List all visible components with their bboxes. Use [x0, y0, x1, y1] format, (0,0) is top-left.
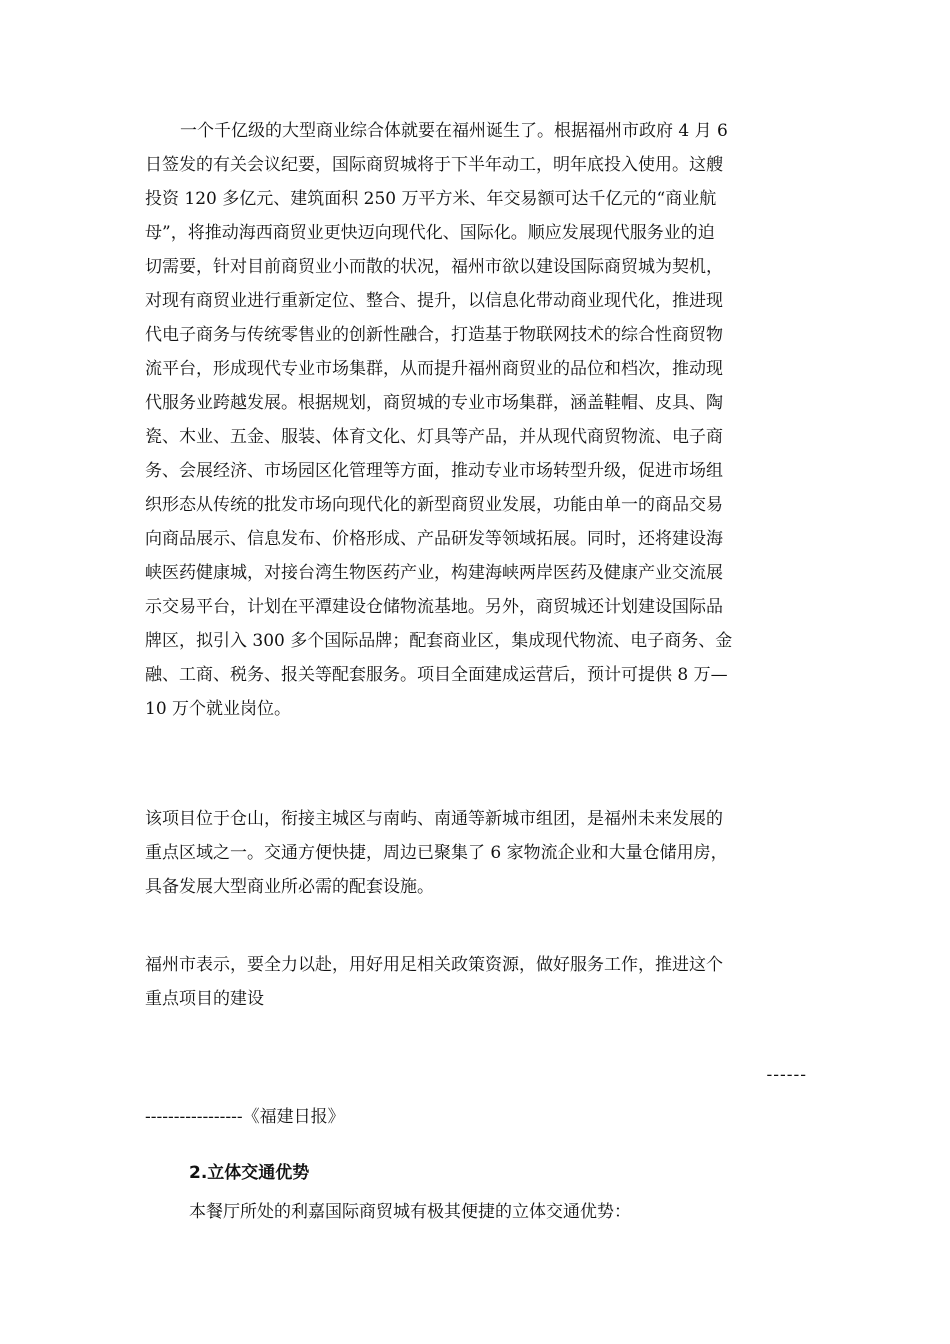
paragraph-line: 一个千亿级的大型商业综合体就要在福州诞生了。根据福州市政府 4 月 6: [180, 121, 728, 141]
paragraph-commercial-complex: [145, 114, 810, 726]
section-heading: 2.立体交通优势: [189, 1163, 310, 1183]
source-dash-line: ------: [766, 1065, 807, 1085]
paragraph-line: 牌区，拟引入 300 多个国际品牌；配套商业区，集成现代物流、电子商务、金: [145, 631, 733, 651]
paragraph-line: 示交易平台，计划在平潭建设仓储物流基地。另外，商贸城还计划建设国际品: [145, 597, 723, 617]
paragraph-line: 母”，将推动海西商贸业更快迈向现代化、国际化。顺应发展现代服务业的迫: [145, 223, 715, 243]
paragraph-line: 向商品展示、信息发布、价格形成、产品研发等领域拓展。同时，还将建设海: [145, 529, 723, 549]
source-attribution: -----------------《福建日报》: [145, 1107, 345, 1127]
paragraph-line: 峡医药健康城，对接台湾生物医药产业，构建海峡两岸医药及健康产业交流展: [145, 563, 723, 583]
paragraph-line: 织形态从传统的批发市场向现代化的新型商贸业发展，功能由单一的商品交易: [145, 495, 723, 515]
paragraph-line: 代电子商务与传统零售业的创新性融合，打造基于物联网技术的综合性商贸物: [145, 325, 723, 345]
paragraph-line: 投资 120 多亿元、建筑面积 250 万平方米、年交易额可达千亿元的“商业航: [145, 189, 717, 209]
paragraph-line: 该项目位于仓山，衔接主城区与南屿、南通等新城市组团，是福州未来发展的: [145, 809, 723, 829]
paragraph-line: 瓷、木业、五金、服装、体育文化、灯具等产品，并从现代商贸物流、电子商: [145, 427, 723, 447]
paragraph-line: 重点区域之一。交通方便快捷，周边已聚集了 6 家物流企业和大量仓储用房，: [145, 843, 728, 863]
paragraph-line: 10 万个就业岗位。: [145, 699, 292, 719]
section-intro: 本餐厅所处的利嘉国际商贸城有极其便捷的立体交通优势：: [189, 1202, 631, 1222]
paragraph-line: 具备发展大型商业所必需的配套设施。: [145, 877, 434, 897]
paragraph-location: [145, 802, 810, 904]
paragraph-city-statement: [145, 948, 810, 1016]
paragraph-line: 务、会展经济、市场园区化管理等方面，推动专业市场转型升级，促进市场组: [145, 461, 723, 481]
paragraph-line: 流平台，形成现代专业市场集群，从而提升福州商贸业的品位和档次，推动现: [145, 359, 723, 379]
paragraph-line: 切需要，针对目前商贸业小而散的状况，福州市欲以建设国际商贸城为契机，: [145, 257, 723, 277]
paragraph-line: 对现有商贸业进行重新定位、整合、提升，以信息化带动商业现代化，推进现: [145, 291, 723, 311]
paragraph-line: 日签发的有关会议纪要，国际商贸城将于下半年动工，明年底投入使用。这艘: [145, 155, 723, 175]
paragraph-line: 融、工商、税务、报关等配套服务。项目全面建成运营后，预计可提供 8 万—: [145, 665, 728, 685]
paragraph-line: 福州市表示，要全力以赴，用好用足相关政策资源，做好服务工作，推进这个: [145, 955, 723, 975]
paragraph-line: 代服务业跨越发展。根据规划，商贸城的专业市场集群，涵盖鞋帽、皮具、陶: [145, 393, 723, 413]
paragraph-line: 重点项目的建设: [145, 989, 264, 1009]
